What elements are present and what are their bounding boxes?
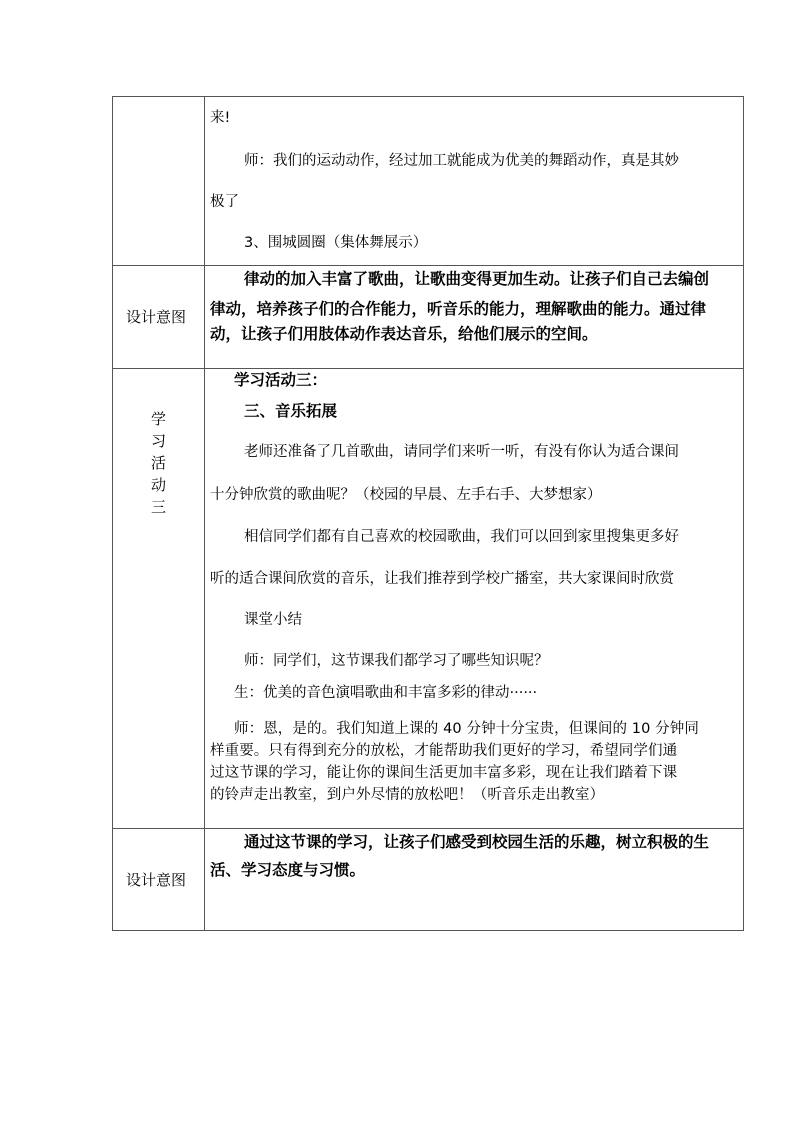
row1-line-1: 来! — [210, 110, 231, 126]
label-char: 学 — [150, 410, 166, 428]
label-char: 动 — [150, 476, 166, 494]
para2-line-1: 相信同学们都有自己喜欢的校园歌曲，我们可以回到家里搜集更多好 — [244, 529, 679, 545]
student-answer: 生：优美的音色演唱歌曲和丰富多彩的律动······ — [234, 685, 538, 701]
section-heading: 三、音乐拓展 — [244, 402, 338, 420]
para1-line-1: 老师还准备了几首歌曲，请同学们来听一听，有没有你认为适合课间 — [244, 444, 679, 460]
label-char: 习 — [150, 432, 166, 450]
row-divider-3 — [113, 828, 743, 829]
row1-line-3: 极了 — [210, 194, 239, 210]
row2-line-2: 律动，培养孩子们的合作能力，听音乐的能力，理解歌曲的能力。通过律 — [210, 300, 707, 318]
row1-line-4: 3、围城圆圈（集体舞展示） — [244, 235, 428, 251]
row2-line-1: 律动的加入丰富了歌曲，让歌曲变得更加生动。让孩子们自己去编创 — [244, 270, 710, 288]
teacher-closing-paragraph — [210, 718, 699, 806]
para2-line-2: 听的适合课间欣赏的音乐，让我们推荐到学校广播室，共大家课间时欣赏 — [210, 571, 674, 587]
row4-line-1: 通过这节课的学习，让孩子们感受到校园生活的乐趣，树立积极的生 — [244, 833, 710, 851]
closing-line-4: 的铃声走出教室，到户外尽情的放松吧！（听音乐走出教室） — [210, 787, 605, 803]
para1-line-2: 十分钟欣赏的歌曲呢？（校园的早晨、左手右手、大梦想家） — [210, 487, 602, 503]
design-intent-label-1: 设计意图 — [126, 308, 187, 326]
label-char: 三 — [150, 498, 166, 516]
closing-line-3: 过这节课的学习，能让你的课间生活更加丰富多彩，现在让我们踏着下课 — [210, 765, 678, 781]
label-char: 活 — [150, 454, 166, 472]
design-intent-label-2: 设计意图 — [126, 871, 187, 889]
column-divider — [204, 97, 205, 930]
closing-line-1: 师：恩，是的。我们知道上课的 40 分钟十分宝贵，但课间的 10 分钟同 — [234, 721, 699, 737]
lesson-plan-table — [112, 96, 744, 931]
row1-line-2: 师：我们的运动动作，经过加工就能成为优美的舞蹈动作，真是其妙 — [244, 153, 679, 169]
row2-line-3: 动，让孩子们用肢体动作表达音乐，给他们展示的空间。 — [210, 325, 598, 343]
row-divider-2 — [113, 368, 743, 369]
row-divider-1 — [113, 265, 743, 266]
summary-heading: 课堂小结 — [244, 612, 302, 628]
closing-line-2: 样重要。只有得到充分的放松，才能帮助我们更好的学习，希望同学们通 — [210, 743, 678, 759]
row4-line-2: 活、学习态度与习惯。 — [210, 861, 366, 879]
teacher-question: 师：同学们，这节课我们都学习了哪些知识呢？ — [244, 653, 549, 669]
learning-activity-three-label — [113, 408, 204, 518]
activity-heading: 学习活动三： — [234, 371, 328, 389]
